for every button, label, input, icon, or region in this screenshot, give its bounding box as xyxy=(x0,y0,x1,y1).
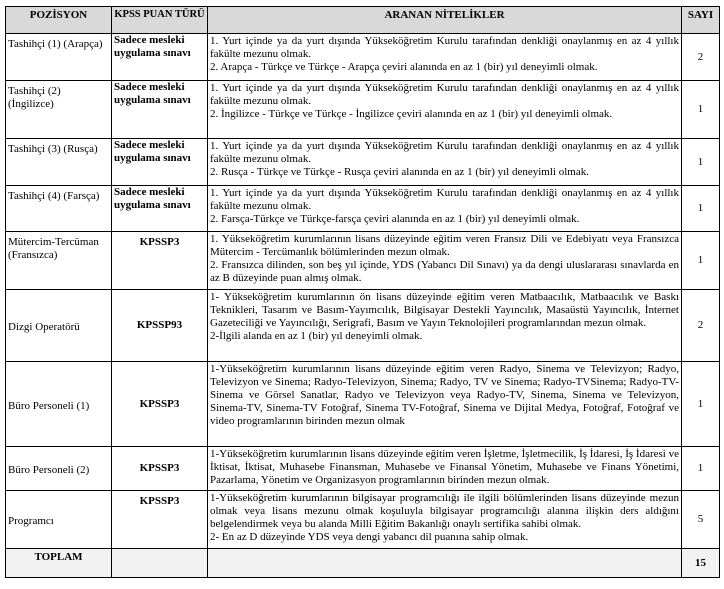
requirements-cell xyxy=(208,34,682,81)
requirement-item: 2. Farsça-Türkçe ve Türkçe-farsça çeviri alanında en az 1 (bir) yıl deneyimli olmak. xyxy=(210,213,580,225)
position-cell: Tashihçi (3) (Rusça) xyxy=(6,139,112,186)
table-row xyxy=(6,290,720,362)
position-cell: Mütercim-Tercüman (Fransızca) xyxy=(6,232,112,290)
requirement-item: 1. Yurt içinde ya da yurt dışında Yükseköğretim Kurulu tarafından denkliği onaylanmış en az 4 yıllık fakülte mezunu olmak. xyxy=(210,187,679,212)
total-count: 15 xyxy=(682,549,720,578)
kpss-cell: Sadece mesleki uygulama sınavı xyxy=(112,186,208,232)
table-body xyxy=(6,34,720,578)
count-cell: 2 xyxy=(682,290,720,362)
requirements-cell xyxy=(208,186,682,232)
kpss-cell: KPSSP3 xyxy=(112,447,208,491)
position-cell: Tashihçi (2) (İngilizce) xyxy=(6,81,112,139)
table-row xyxy=(6,491,720,549)
kpss-cell: Sadece mesleki uygulama sınavı xyxy=(112,34,208,81)
requirement-item: 2. Arapça - Türkçe ve Türkçe - Arapça çeviri alanında en az 1 (bir) yıl deneyimli olmak. xyxy=(210,61,598,73)
count-cell: 5 xyxy=(682,491,720,549)
requirement-item: 2. Fransızca dilinden, son beş yıl içinde, YDS (Yabancı Dil Sınavı) ya da dengi uluslararası sınavlarda en az B düzeyinde puan almış olmak. xyxy=(210,259,679,284)
total-empty-cell xyxy=(208,549,682,578)
count-cell: 1 xyxy=(682,186,720,232)
requirements-cell xyxy=(208,447,682,491)
table-row xyxy=(6,81,720,139)
count-cell: 1 xyxy=(682,232,720,290)
requirements-cell xyxy=(208,491,682,549)
requirements-cell xyxy=(208,232,682,290)
requirement-item: 1-Yükseköğretim kurumlarının lisans düzeyinde eğitim veren İşletme, İşletmecilik, İş İdaresi, İş İdaresi ve İktisat, İktisat, Muhasebe Finansman, Muhasebe ve Finansal Yönetim, Muhasebe ve Finans Yönetimi, Pazarlama, Yönetim ve Organizasyon programlarının birinden mezun olmak. xyxy=(210,448,679,486)
table-header-row xyxy=(6,7,720,34)
requirement-item: 1. Yurt içinde ya da yurt dışında Yükseköğretim Kurulu tarafından denkliği onaylanmış en az 4 yıllık fakülte mezunu olmak. xyxy=(210,140,679,165)
requirements-cell xyxy=(208,139,682,186)
header-count: SAYI xyxy=(682,7,720,34)
vacancy-table-container xyxy=(5,6,719,578)
position-cell: Büro Personeli (1) xyxy=(6,362,112,447)
requirement-item: 1- Yükseköğretim kurumlarının ön lisans düzeyinde eğitim veren Matbaacılık, Matbaacılık ve Baskı Teknikleri, Tasarım ve Basım-Yayımcılık, Bilgisayar Destekli Yayıncılık, Masaüstü Yayıncılık, İnternet Gazeteciliği ve Yayıncılığı, Serigrafi, Basım ve Yayın Teknolojileri programlarından mezun olmak. xyxy=(210,291,679,329)
requirement-item: 1. Yükseköğretim kurumlarının lisans düzeyinde eğitim veren Fransız Dili ve Edebiyatı veya Fransızca Mütercim - Tercümanlık bölümlerinden mezun olmak. xyxy=(210,233,679,258)
count-cell: 1 xyxy=(682,362,720,447)
requirement-item: 2- En az D düzeyinde YDS veya dengi yabancı dil puanına sahip olmak. xyxy=(210,531,529,543)
table-row xyxy=(6,139,720,186)
total-empty-cell xyxy=(112,549,208,578)
table-row xyxy=(6,186,720,232)
requirement-item: 1-Yükseköğretim kurumlarının bilgisayar programcılığı ile ilgili bölümlerinden lisans düzeyinde mezun olmak veya lisans mezunu olmak koşuluyla bilgisayar programcılığı alanına ilişkin ders aldığını belgelendirmek veya bu alanda Milli Eğitim Bakanlığı onaylı sertifika sahibi olmak. xyxy=(210,492,679,530)
count-cell: 1 xyxy=(682,139,720,186)
count-cell: 1 xyxy=(682,447,720,491)
total-row xyxy=(6,549,720,578)
count-cell: 2 xyxy=(682,34,720,81)
kpss-cell: KPSSP3 xyxy=(112,491,208,549)
header-requirements: ARANAN NİTELİKLER xyxy=(208,7,682,34)
requirement-item: 1. Yurt içinde ya da yurt dışında Yükseköğretim Kurulu tarafından denkliği onaylanmış en az 4 yıllık fakülte mezunu olmak. xyxy=(210,35,679,60)
position-cell: Büro Personeli (2) xyxy=(6,447,112,491)
table-row xyxy=(6,232,720,290)
kpss-cell: Sadece mesleki uygulama sınavı xyxy=(112,139,208,186)
table-row xyxy=(6,362,720,447)
requirements-cell xyxy=(208,290,682,362)
kpss-cell: KPSSP93 xyxy=(112,290,208,362)
kpss-cell: KPSSP3 xyxy=(112,232,208,290)
requirements-cell xyxy=(208,362,682,447)
total-label: TOPLAM xyxy=(6,549,112,578)
header-position: POZİSYON xyxy=(6,7,112,34)
count-cell: 1 xyxy=(682,81,720,139)
position-cell: Dizgi Operatörü xyxy=(6,290,112,362)
position-cell: Tashihçi (4) (Farsça) xyxy=(6,186,112,232)
position-cell: Tashihçi (1) (Arapça) xyxy=(6,34,112,81)
requirement-item: 1. Yurt içinde ya da yurt dışında Yükseköğretim Kurulu tarafından denkliği onaylanmış en az 4 yıllık fakülte mezunu olmak. xyxy=(210,82,679,107)
table-row xyxy=(6,34,720,81)
vacancy-table xyxy=(5,6,720,578)
header-kpss: KPSS PUAN TÜRÜ xyxy=(112,7,208,34)
requirement-item: 1-Yükseköğretim kurumlarının lisans düzeyinde eğitim veren Radyo, Sinema ve Televizyon; Radyo, Televizyon ve Sinema; Radyo-Televizyon, Sinema; Radyo, TV ve Sinema; Radyo-TVSinema; Radyo-TV-Sinema ve Görsel Sanatlar, Radyo ve Televizyon veya Radyo-TV, Sinema, Sinema ve Televizyon, Sinema-TV, Sinema-TV Fotoğraf, Sinema TV-Fotoğraf, Sinema ve Dijital Medya, Fotoğraf, Fotoğraf ve video programlarının birinden mezun olmak xyxy=(210,363,679,427)
kpss-cell: Sadece mesleki uygulama sınavı xyxy=(112,81,208,139)
requirement-item: 2. Rusça - Türkçe ve Türkçe - Rusça çeviri alanında en az 1 (bir) yıl deneyimli olmak. xyxy=(210,166,589,178)
requirement-item: 2-İlgili alanda en az 1 (bir) yıl deneyimli olmak. xyxy=(210,330,423,342)
table-row xyxy=(6,447,720,491)
requirement-item: 2. İngilizce - Türkçe ve Türkçe - İngilizce çeviri alanında en az 1 (bir) yıl deneyimli olmak. xyxy=(210,108,613,120)
requirements-cell xyxy=(208,81,682,139)
kpss-cell: KPSSP3 xyxy=(112,362,208,447)
position-cell: Programcı xyxy=(6,491,112,549)
